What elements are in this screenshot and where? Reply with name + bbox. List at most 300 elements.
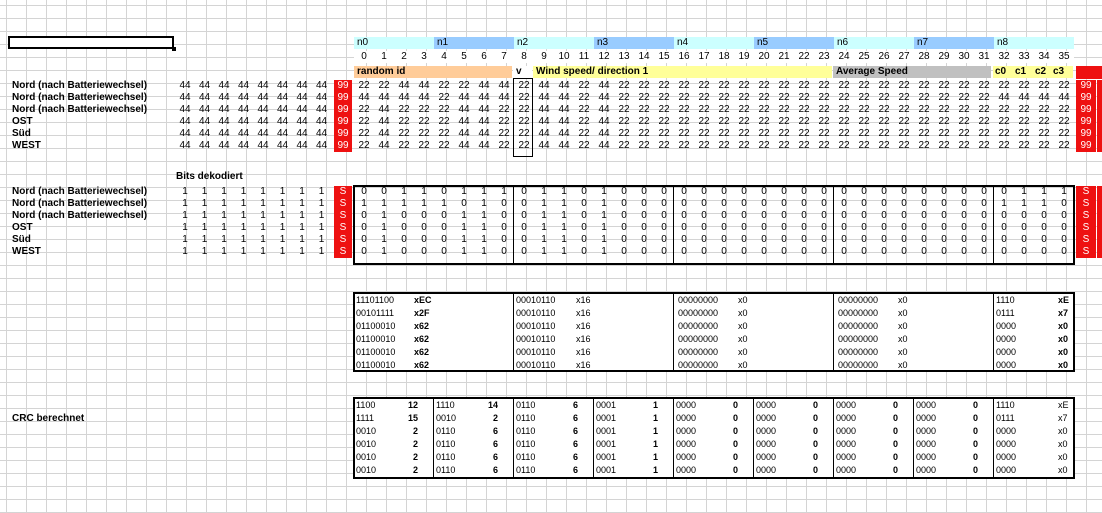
- code-cell: 44: [558, 116, 570, 127]
- code-cell: 44: [538, 92, 550, 103]
- checksum-bits: 0000: [996, 360, 1017, 370]
- crc-nibble-value: 6: [492, 465, 498, 475]
- lead-code: 44: [315, 104, 328, 115]
- code-cell: 22: [778, 80, 790, 91]
- bit-cell: 0: [621, 222, 627, 233]
- lead-code: 44: [218, 104, 230, 115]
- lead-bit: 1: [221, 222, 227, 233]
- bit-cell: 0: [361, 210, 367, 221]
- bit-cell: 0: [961, 234, 967, 245]
- lead-code: 44: [218, 116, 230, 127]
- bit-cell: 0: [401, 246, 407, 257]
- code-cell: 22: [618, 104, 630, 115]
- bit-cell: 0: [661, 234, 667, 245]
- crc-nibble-value: 0: [812, 413, 818, 423]
- sync-bit-tail: S: [1076, 198, 1096, 210]
- code-cell: 22: [658, 128, 670, 139]
- lead-code: 44: [179, 80, 191, 91]
- code-cell: 22: [778, 104, 790, 115]
- crc-nibble-bits: 0010: [356, 465, 377, 475]
- crc-checksum-hex: x7: [1058, 413, 1068, 423]
- bit-cell: 0: [881, 198, 887, 209]
- bit-cell: 0: [721, 210, 727, 221]
- crc-nibble-bits: 0110: [516, 400, 536, 410]
- avg2-hex: x0: [898, 360, 908, 370]
- bit-cell: 1: [601, 186, 607, 197]
- bit-row-label: Nord (nach Batteriewechsel): [12, 210, 148, 221]
- lead-code: 44: [296, 92, 308, 103]
- crc-nibble-bits: 0110: [436, 439, 456, 449]
- bit-position: 30: [954, 51, 974, 63]
- crc-nibble-bits: 0000: [756, 465, 777, 475]
- lead-code: 44: [276, 80, 289, 91]
- row-label: OST: [12, 116, 33, 127]
- sync-bit: S: [334, 186, 352, 198]
- crc-nibble-value: 0: [812, 439, 818, 449]
- bit-cell: 0: [721, 246, 727, 257]
- crc-nibble-value: 0: [812, 426, 818, 436]
- crc-nibble-value: 1: [652, 452, 658, 462]
- decoded-divider: [513, 292, 514, 372]
- crc-nibble-bits: 0000: [916, 452, 937, 462]
- code-cell: 22: [938, 80, 950, 91]
- bit-cell: 0: [841, 246, 847, 257]
- lead-code: 44: [296, 140, 308, 151]
- lead-bit: 1: [182, 210, 188, 221]
- bit-cell: 0: [861, 198, 867, 209]
- bit-position: 32: [994, 51, 1014, 63]
- code-cell: 22: [618, 80, 630, 91]
- code-cell: 22: [678, 104, 690, 115]
- lead-bit: 1: [260, 210, 266, 221]
- bit-cell: 0: [881, 222, 887, 233]
- bit-cell: 0: [801, 198, 807, 209]
- field-average-speed: Average Speed: [833, 66, 991, 78]
- code-cell: 22: [798, 116, 810, 127]
- bit-cell: 0: [441, 210, 447, 221]
- checksum-hex: x0: [1058, 321, 1069, 331]
- bit-cell: 0: [901, 234, 907, 245]
- sync-bit: S: [334, 246, 352, 258]
- code-cell: 44: [1038, 92, 1050, 103]
- bit-cell: 0: [941, 246, 947, 257]
- code-cell: 22: [858, 116, 870, 127]
- bit-cell: 0: [1041, 222, 1047, 233]
- crc-nibble-value: 6: [572, 452, 578, 462]
- crc-divider: [753, 397, 754, 479]
- bit-cell: 0: [941, 222, 947, 233]
- bit-cell: 0: [1021, 210, 1027, 221]
- crc-nibble-value: 12: [407, 400, 418, 410]
- nibble-n6: n6: [834, 37, 914, 49]
- bit-cell: 0: [521, 210, 527, 221]
- bit-cell: 0: [861, 234, 867, 245]
- red-edge: [1097, 140, 1102, 152]
- bit-position: 15: [654, 51, 674, 63]
- lead-bit: 1: [279, 210, 286, 221]
- code-cell: 22: [358, 104, 370, 115]
- sync-code-tail: 99: [1076, 104, 1096, 116]
- code-cell: 44: [398, 92, 410, 103]
- red-edge: [1097, 186, 1102, 198]
- bit-cell: 1: [461, 186, 467, 197]
- crc-checksum-hex: x0: [1058, 465, 1068, 475]
- decoded-divider: [993, 292, 994, 372]
- crc-nibble-value: 1: [652, 413, 658, 423]
- crc-nibble-value: 15: [407, 413, 418, 423]
- lead-bit: 1: [182, 246, 188, 257]
- bit-cell: 1: [481, 246, 487, 257]
- bit-cell: 0: [741, 198, 747, 209]
- code-cell: 22: [358, 116, 370, 127]
- crc-nibble-bits: 0001: [596, 413, 617, 423]
- code-cell: 22: [578, 104, 590, 115]
- bit-cell: 1: [1021, 198, 1027, 209]
- crc-nibble-bits: 0110: [516, 452, 536, 462]
- code-cell: 44: [458, 104, 470, 115]
- sync-bit-tail: S: [1076, 186, 1096, 198]
- code-cell: 22: [1018, 80, 1030, 91]
- crc-nibble-bits: 0110: [436, 452, 456, 462]
- code-cell: 22: [898, 104, 910, 115]
- bit-position: 9: [534, 51, 554, 63]
- bit-cell: 0: [1041, 246, 1047, 257]
- code-cell: 44: [498, 92, 510, 103]
- lead-code: 44: [237, 80, 250, 91]
- crc-checksum-bits: 0000: [996, 426, 1017, 436]
- lead-bit: 1: [260, 222, 266, 233]
- bit-row-label: WEST: [12, 246, 41, 257]
- bit-cell: 0: [981, 246, 987, 257]
- bit-cell: 0: [781, 186, 787, 197]
- red-edge: [1097, 80, 1102, 92]
- lead-code: 44: [257, 80, 269, 91]
- crc-divider: [513, 397, 514, 479]
- lead-code: 44: [237, 140, 250, 151]
- bit-cell: 0: [801, 186, 807, 197]
- avg2-hex: x0: [898, 321, 908, 331]
- bit-cell: 1: [381, 246, 387, 257]
- bit-cell: 0: [721, 198, 727, 209]
- crc-nibble-value: 0: [892, 426, 898, 436]
- bit-cell: 0: [761, 234, 767, 245]
- bit-cell: 1: [601, 234, 607, 245]
- code-cell: 22: [998, 80, 1010, 91]
- code-cell: 22: [818, 140, 830, 151]
- lead-bit: 1: [299, 198, 305, 209]
- bit-cell: 0: [921, 198, 927, 209]
- code-cell: 22: [638, 140, 650, 151]
- crc-nibble-bits: 0000: [916, 465, 937, 475]
- id-bits: 11101100: [356, 295, 395, 305]
- code-cell: 22: [398, 116, 410, 127]
- bit-cell: 1: [461, 210, 467, 221]
- bit-cell: 1: [381, 222, 387, 233]
- code-cell: 22: [1058, 128, 1070, 139]
- code-cell: 22: [978, 80, 990, 91]
- bit-cell: 0: [921, 246, 927, 257]
- code-cell: 22: [778, 92, 790, 103]
- code-cell: 22: [658, 80, 670, 91]
- bit-position: 19: [734, 51, 754, 63]
- bit-cell: 0: [1021, 222, 1027, 233]
- code-cell: 44: [558, 140, 570, 151]
- lead-bit: 1: [260, 246, 266, 257]
- checksum-hex: x0: [1058, 334, 1069, 344]
- decoded-divider: [833, 292, 834, 372]
- nibble-n1: n1: [434, 37, 514, 49]
- crc-nibble-bits: 0000: [756, 426, 777, 436]
- lead-code: 44: [315, 140, 328, 151]
- bit-cell: 0: [641, 234, 647, 245]
- field-wind-speed: Wind speed/ direction 1: [533, 66, 832, 78]
- code-cell: 22: [918, 140, 930, 151]
- avg1-hex: x0: [738, 321, 748, 331]
- code-cell: 22: [1058, 140, 1070, 151]
- bit-position: 6: [474, 51, 494, 63]
- bit-cell: 0: [361, 234, 367, 245]
- code-cell: 22: [698, 140, 710, 151]
- avg2-hex: x0: [898, 347, 908, 357]
- lead-code: 44: [237, 92, 250, 103]
- bit-cell: 0: [681, 222, 687, 233]
- bit-cell: 1: [461, 246, 467, 257]
- sync-bit-tail: S: [1076, 210, 1096, 222]
- bit-cell: 0: [701, 246, 707, 257]
- bit-cell: 1: [541, 234, 547, 245]
- id-hex: x62: [414, 334, 430, 344]
- field-c2: c2: [1035, 66, 1047, 77]
- crc-checksum-hex: xE: [1058, 400, 1069, 410]
- code-cell: 22: [518, 80, 530, 91]
- crc-nibble-value: 1: [652, 439, 658, 449]
- bit-cell: 0: [961, 198, 967, 209]
- avg2-bits: 00000000: [838, 321, 879, 331]
- code-cell: 22: [918, 128, 930, 139]
- code-cell: 44: [398, 80, 410, 91]
- crc-nibble-value: 6: [572, 465, 578, 475]
- crc-divider: [993, 397, 994, 479]
- bit-cell: 1: [481, 198, 487, 209]
- crc-nibble-value: 0: [732, 426, 738, 436]
- bit-cell: 0: [501, 234, 507, 245]
- code-cell: 44: [538, 80, 550, 91]
- sync-bit: S: [334, 198, 352, 210]
- code-cell: 22: [818, 116, 830, 127]
- crc-nibble-value: 6: [492, 426, 498, 436]
- bit-cell: 0: [661, 198, 667, 209]
- code-cell: 22: [718, 140, 730, 151]
- code-cell: 22: [958, 92, 970, 103]
- crc-checksum-hex: x0: [1058, 452, 1068, 462]
- crc-nibble-value: 1: [652, 400, 658, 410]
- bit-cell: 1: [541, 210, 547, 221]
- lead-bit: 1: [240, 234, 247, 245]
- red-edge: [1097, 246, 1102, 258]
- bit-cell: 0: [861, 210, 867, 221]
- avg2-bits: 00000000: [838, 360, 879, 370]
- bit-cell: 1: [541, 246, 547, 257]
- code-cell: 22: [958, 80, 970, 91]
- code-cell: 22: [518, 128, 530, 139]
- lead-code: 44: [218, 92, 230, 103]
- bit-cell: 0: [641, 210, 647, 221]
- bit-cell: 0: [421, 234, 427, 245]
- crc-nibble-bits: 0000: [916, 400, 937, 410]
- lead-bit: 1: [201, 186, 208, 197]
- bit-cell: 0: [981, 210, 987, 221]
- bit-cell: 0: [1061, 210, 1067, 221]
- code-cell: 22: [398, 104, 410, 115]
- bit-cell: 0: [781, 222, 787, 233]
- sync-code: 99: [334, 92, 352, 104]
- bit-cell: 0: [761, 246, 767, 257]
- lead-bit: 1: [201, 198, 208, 209]
- bit-cell: 1: [561, 186, 567, 197]
- sync-bit-tail: S: [1076, 234, 1096, 246]
- id-bits: 00101111: [356, 308, 395, 318]
- lead-bit: 1: [279, 234, 286, 245]
- code-cell: 22: [418, 140, 430, 151]
- bit-cell: 0: [861, 246, 867, 257]
- lead-code: 44: [257, 92, 269, 103]
- bit-cell: 0: [361, 222, 367, 233]
- red-edge: [1097, 234, 1102, 246]
- code-cell: 22: [518, 116, 530, 127]
- code-cell: 22: [578, 80, 590, 91]
- code-cell: 22: [978, 92, 990, 103]
- code-cell: 22: [638, 92, 650, 103]
- crc-nibble-bits: 0110: [436, 426, 456, 436]
- code-cell: 22: [398, 140, 410, 151]
- code-cell: 44: [358, 92, 370, 103]
- code-cell: 44: [538, 116, 550, 127]
- bit-row-label: Nord (nach Batteriewechsel): [12, 186, 148, 197]
- bit-cell: 0: [941, 210, 947, 221]
- code-cell: 22: [1018, 128, 1030, 139]
- red-edge: [1097, 128, 1102, 140]
- id-hex: x62: [414, 360, 430, 370]
- bit-position: 24: [834, 51, 854, 63]
- bits-divider: [993, 185, 994, 265]
- avg2-hex: x0: [898, 295, 908, 305]
- crc-divider: [913, 397, 914, 479]
- code-cell: 22: [578, 116, 590, 127]
- code-cell: 22: [638, 80, 650, 91]
- bit-cell: 0: [501, 246, 507, 257]
- sync-code: 99: [334, 80, 352, 92]
- crc-nibble-bits: 0000: [676, 465, 697, 475]
- bit-cell: 0: [781, 210, 787, 221]
- bit-cell: 1: [381, 210, 387, 221]
- code-cell: 22: [578, 128, 590, 139]
- id-hex: x2F: [414, 308, 430, 318]
- crc-nibble-bits: 0000: [916, 439, 937, 449]
- bit-cell: 0: [661, 246, 667, 257]
- code-cell: 22: [738, 104, 750, 115]
- bit-cell: 0: [401, 234, 407, 245]
- bit-cell: 0: [661, 222, 667, 233]
- red-edge: [1097, 116, 1102, 128]
- lead-bit: 1: [299, 186, 305, 197]
- bit-cell: 0: [741, 186, 747, 197]
- id-hex: xEC: [414, 295, 432, 305]
- code-cell: 22: [758, 104, 770, 115]
- code-cell: 22: [1038, 116, 1050, 127]
- red-edge: [1097, 222, 1102, 234]
- bit-cell: 0: [721, 234, 727, 245]
- crc-nibble-value: 2: [412, 465, 418, 475]
- field-c1: c1: [1015, 66, 1027, 77]
- bit-cell: 0: [721, 186, 727, 197]
- lead-code: 44: [257, 116, 269, 127]
- lead-bit: 1: [260, 234, 266, 245]
- lead-bit: 1: [279, 246, 286, 257]
- bit-cell: 0: [841, 210, 847, 221]
- fill-handle[interactable]: [172, 47, 176, 51]
- bit-cell: 0: [701, 186, 707, 197]
- crc-nibble-value: 0: [732, 400, 738, 410]
- bit-cell: 0: [621, 186, 627, 197]
- lead-bit: 1: [221, 234, 227, 245]
- lead-code: 44: [179, 128, 191, 139]
- bit-position: 22: [794, 51, 814, 63]
- lead-code: 44: [315, 128, 328, 139]
- bit-cell: 0: [701, 198, 707, 209]
- code-cell: 22: [818, 92, 830, 103]
- bits-divider: [833, 185, 834, 265]
- wind-hex: x16: [576, 295, 591, 305]
- lead-code: 44: [198, 80, 211, 91]
- crc-divider: [593, 397, 594, 479]
- nibble-n5: n5: [754, 37, 834, 49]
- crc-divider: [673, 397, 674, 479]
- code-cell: 22: [578, 92, 590, 103]
- lead-code: 44: [276, 140, 289, 151]
- lead-bit: 1: [240, 222, 247, 233]
- nibble-n2: n2: [514, 37, 594, 49]
- lead-code: 44: [198, 140, 211, 151]
- crc-nibble-value: 0: [972, 426, 978, 436]
- bit-position: 14: [634, 51, 654, 63]
- bit-cell: 0: [581, 222, 587, 233]
- bit-cell: 0: [961, 222, 967, 233]
- lead-code: 44: [276, 116, 289, 127]
- crc-nibble-value: 0: [972, 452, 978, 462]
- code-cell: 22: [958, 140, 970, 151]
- code-cell: 22: [758, 140, 770, 151]
- bit-cell: 1: [361, 198, 367, 209]
- code-cell: 22: [778, 116, 790, 127]
- selected-cell[interactable]: [8, 36, 174, 49]
- bit-cell: 1: [601, 198, 607, 209]
- code-cell: 22: [778, 140, 790, 151]
- code-cell: 22: [1058, 116, 1070, 127]
- code-cell: 22: [898, 116, 910, 127]
- bit-cell: 1: [441, 198, 447, 209]
- wind-bits: 00010110: [516, 360, 556, 370]
- code-cell: 44: [558, 92, 570, 103]
- code-cell: 22: [718, 104, 730, 115]
- bit-position: 34: [1034, 51, 1054, 63]
- code-cell: 44: [598, 92, 610, 103]
- crc-label: CRC berechnet: [12, 413, 85, 424]
- bit-cell: 0: [1001, 186, 1007, 197]
- code-cell: 22: [878, 92, 890, 103]
- code-cell: 22: [978, 128, 990, 139]
- avg2-bits: 00000000: [838, 308, 879, 318]
- bit-position: 4: [434, 51, 454, 63]
